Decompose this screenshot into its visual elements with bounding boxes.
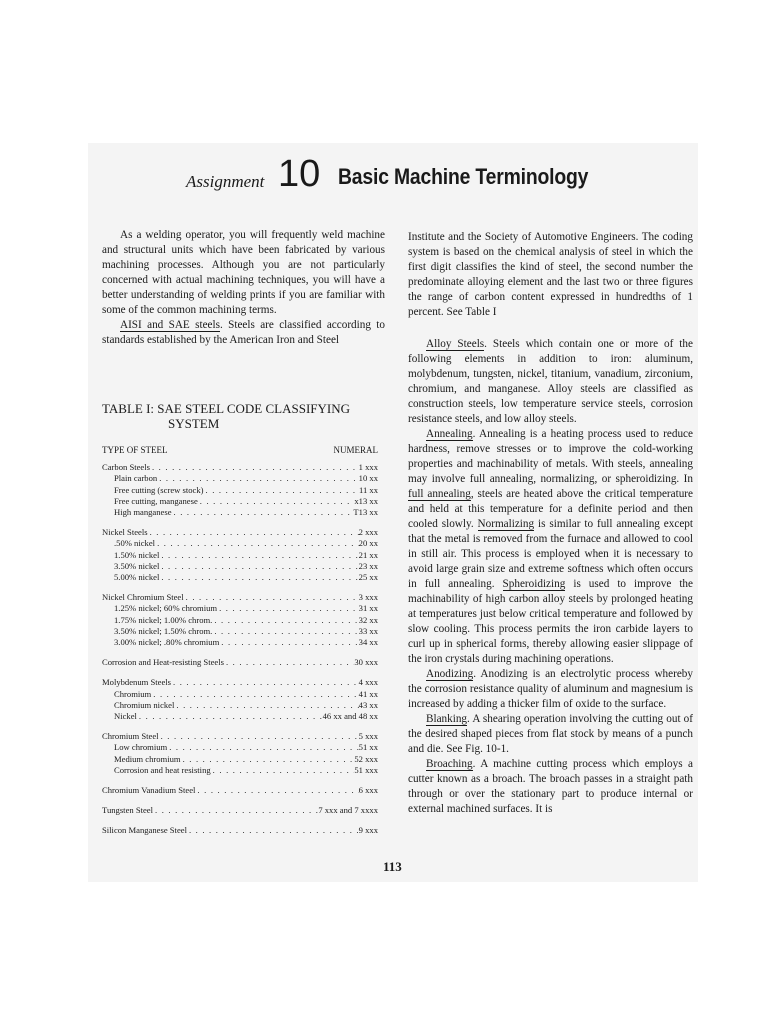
leader-dots	[204, 485, 359, 496]
term-text: is used to improve the machinability of high carbon alloy steels by prolonged heating at temperatures just below critical temperature and followed by slow cooling. This process permits the iron carbide layers to curl up in spherical forms, thereby allowing easier slippage of the iron crystals during machining operations.	[408, 578, 693, 665]
left-column-text	[102, 228, 385, 348]
row-value: 1 xxx	[358, 462, 378, 473]
leader-dots	[159, 731, 359, 742]
row-label: Chromium	[114, 688, 152, 699]
table-group	[102, 657, 378, 668]
table-group-head	[102, 731, 378, 742]
aisi-term: AISI and SAE steels	[120, 319, 220, 331]
table-body	[102, 462, 378, 836]
table-group-head	[102, 677, 378, 688]
row-label: 5.00% nickel	[114, 572, 160, 583]
assignment-label: Assignment	[186, 172, 265, 191]
table-row	[102, 550, 378, 561]
term-text: is similar to full annealing except that the metal is removed from the furnace and allowed to cool in still air. This process is employed when it is necessary to avoid large grain size and extreme softness which often occurs in full annealing.	[408, 518, 693, 590]
leader-dots	[153, 805, 318, 816]
leader-dots	[212, 615, 358, 626]
row-label: Molybdenum Steels	[102, 677, 171, 688]
row-label: Nickel Steels	[102, 527, 148, 538]
leader-dots	[198, 496, 355, 507]
leader-dots	[195, 785, 358, 796]
leader-dots	[181, 754, 355, 765]
table-row	[102, 538, 378, 549]
row-label: Free cutting, manganese	[114, 495, 198, 506]
term-normalizing: Normalizing	[477, 518, 535, 530]
term-label: Blanking	[426, 713, 468, 725]
row-value: 51 xxx	[354, 764, 378, 775]
leader-dots	[217, 603, 359, 614]
steel-code-table	[102, 445, 378, 846]
row-label: Corrosion and Heat-resisting Steels	[102, 657, 224, 668]
table-group-head	[102, 527, 378, 538]
leader-dots	[137, 711, 323, 722]
table-title	[102, 401, 392, 431]
table-row	[102, 603, 378, 614]
table-row	[102, 561, 378, 572]
row-label: 1.50% nickel	[114, 549, 160, 560]
row-value: 52 xxx	[354, 753, 378, 764]
table-row	[102, 700, 378, 711]
table-group-head	[102, 462, 378, 473]
table-group-head	[102, 657, 378, 668]
term-spheroidizing: Spheroidizing	[502, 578, 566, 590]
leader-dots	[172, 507, 354, 518]
table-group	[102, 527, 378, 583]
table-group	[102, 785, 378, 796]
table-title-line1: TABLE I: SAE STEEL CODE CLASSIFYING	[102, 401, 351, 416]
row-value: 20 xx	[358, 538, 378, 549]
leader-dots	[151, 689, 358, 700]
table-group-head	[102, 805, 378, 816]
row-label: Medium chromium	[114, 753, 181, 764]
row-label: 1.75% nickel; 1.00% chrom.	[114, 614, 213, 625]
table-group-head	[102, 825, 378, 836]
table-row	[102, 473, 378, 484]
term-text: . Steels which contain one or more of the following elements in addition to iron: aluminum, molybdenum, tungsten, nickel, titanium, vanadium, zirconium, chromium, and manganese. Alloy steels are classified as construction steels, low temperature service steels, corrosion resistance steels, and low alloy steels.	[408, 338, 693, 425]
table-row	[102, 615, 378, 626]
row-value: 30 xxx	[354, 657, 378, 668]
leader-dots	[171, 677, 359, 688]
leader-dots	[219, 637, 358, 648]
term-label: Alloy Steels	[426, 338, 485, 350]
row-value: 51 xx	[358, 742, 378, 753]
table-row	[102, 711, 378, 722]
aisi-text: . Steels are classified according to standards established by the American Iron and Steel	[102, 319, 385, 346]
leader-dots	[159, 550, 358, 561]
leader-dots	[148, 527, 359, 538]
row-value: 6 xxx	[358, 785, 378, 796]
table-header	[102, 445, 378, 456]
row-label: Corrosion and heat resisting	[114, 764, 211, 775]
row-value: 7 xxx and 7 xxxx	[318, 805, 378, 816]
leader-dots	[167, 742, 358, 753]
table-group	[102, 462, 378, 518]
row-label: Tungsten Steel	[102, 805, 154, 816]
row-value: 46 xx and 48 xx	[322, 711, 378, 722]
leader-dots	[157, 473, 358, 484]
leader-dots	[159, 561, 358, 572]
table-group	[102, 825, 378, 836]
leader-dots	[174, 700, 358, 711]
term-label: Broaching	[426, 758, 473, 770]
row-label: Carbon Steels	[102, 462, 150, 473]
term-label: Anodizing	[426, 668, 474, 680]
term-alloy-steels	[408, 337, 693, 427]
table-row	[102, 742, 378, 753]
term-annealing	[408, 427, 693, 667]
row-value: 21 xx	[358, 549, 378, 560]
row-value: 4 xxx	[358, 677, 378, 688]
col-type-header: TYPE OF STEEL	[102, 445, 168, 455]
term-text: . A machine cutting process which employs a cutter known as a broach. The broach passes in a straight path through or over the stationary part to produce internal or external machined surfaces. It is	[408, 758, 693, 815]
row-value: 2 xxx	[358, 527, 378, 538]
table-row	[102, 765, 378, 776]
table-group-head	[102, 592, 378, 603]
row-label: Nickel	[114, 711, 137, 722]
table-title-line2: SYSTEM	[168, 416, 220, 431]
term-label: Annealing	[426, 428, 473, 440]
row-value: 11 xx	[358, 484, 378, 495]
table-group-head	[102, 785, 378, 796]
right-column-terms	[408, 337, 693, 817]
row-value: 25 xx	[358, 572, 378, 583]
row-value: 5 xxx	[358, 731, 378, 742]
row-label: Chromium Steel	[102, 731, 159, 742]
page-number: 113	[383, 859, 402, 874]
leader-dots	[155, 538, 359, 549]
row-value: 3 xxx	[358, 592, 378, 603]
leader-dots	[212, 626, 358, 637]
chapter-name: Basic Machine Terminology	[338, 164, 589, 189]
row-label: Nickel Chromium Steel	[102, 592, 184, 603]
intro-paragraph: As a welding operator, you will frequently weld machine and structural units which have been fabricated by various machining processes. Although you are not particularly concerned with actual machining techniques, you will have a better understanding of welding prints if you are familiar with some of the common machining terms.	[102, 229, 385, 316]
table-row	[102, 626, 378, 637]
term-full-annealing: full annealing	[408, 488, 471, 500]
table-row	[102, 485, 378, 496]
row-label: 1.25% nickel; 60% chromium	[114, 603, 218, 614]
row-label: Chromium nickel	[114, 699, 175, 710]
row-label: 3.50% nickel	[114, 560, 160, 571]
continued-paragraph: Institute and the Society of Automotive Engineers. The coding system is based on the chemical analysis of steel in which the first digit classifies the kind of steel, the second number the predominate alloying element and the last two or three figures the range of carbon content expressed in hundredths of 1 percent. See Table I	[408, 231, 693, 318]
leader-dots	[184, 592, 359, 603]
row-value: 32 xx	[358, 614, 378, 625]
row-label: 3.50% nickel; 1.50% chrom.	[114, 625, 213, 636]
row-value: 41 xx	[358, 688, 378, 699]
leader-dots	[159, 572, 358, 583]
row-label: 3.00% nickel; .80% chromium	[114, 637, 220, 648]
row-value: 34 xx	[358, 637, 378, 648]
row-value: 10 xx	[358, 473, 378, 484]
row-value: 9 xxx	[358, 825, 378, 836]
leader-dots	[150, 462, 359, 473]
term-text: . Annealing is a heating process used to reduce hardness, remove stresses or to improve the cold-working properties and machinability of metals. With steels, annealing may involve full annealing, normalizing, or spheroidizing. In	[408, 428, 693, 485]
table-group	[102, 805, 378, 816]
row-label: Chromium Vanadium Steel	[102, 785, 196, 796]
table-group	[102, 677, 378, 722]
table-row	[102, 754, 378, 765]
leader-dots	[211, 765, 355, 776]
term-broaching	[408, 757, 693, 817]
row-value: 23 xx	[358, 560, 378, 571]
table-group	[102, 592, 378, 648]
term-text: , steels are heated above the critical temperature and held at this temperature for a definite period and then cooled slowly.	[408, 488, 693, 530]
row-label: .50% nickel	[114, 538, 156, 549]
leader-dots	[224, 657, 354, 668]
table-row	[102, 689, 378, 700]
row-label: Low chromium	[114, 742, 168, 753]
table-row	[102, 496, 378, 507]
term-text: . A shearing operation involving the cutting out of the desired shaped pieces from flat stock by means of a punch and die. See Fig. 10-1.	[408, 713, 693, 755]
row-label: High manganese	[114, 507, 172, 518]
row-value: 43 xx	[358, 699, 378, 710]
term-anodizing	[408, 667, 693, 712]
table-row	[102, 507, 378, 518]
row-value: 33 xx	[358, 625, 378, 636]
row-value: x13 xx	[354, 495, 378, 506]
aisi-paragraph	[102, 318, 385, 348]
row-label: Silicon Manganese Steel	[102, 825, 187, 836]
row-label: Free cutting (screw stock)	[114, 484, 204, 495]
term-text: . Anodizing is an electrolytic process whereby the corrosion resistance quality of aluminum and magnesium is increased by adding a thicker film of oxide to the surface.	[408, 668, 693, 710]
table-row	[102, 572, 378, 583]
col-numeral-header: NUMERAL	[333, 445, 378, 455]
term-blanking	[408, 712, 693, 757]
assignment-number: 10	[278, 153, 321, 195]
right-column-top	[408, 230, 693, 320]
row-value: 31 xx	[358, 603, 378, 614]
page-title	[186, 152, 666, 200]
row-label: Plain carbon	[114, 473, 158, 484]
row-value: T13 xx	[353, 507, 378, 518]
table-group	[102, 731, 378, 776]
leader-dots	[187, 825, 359, 836]
table-row	[102, 637, 378, 648]
